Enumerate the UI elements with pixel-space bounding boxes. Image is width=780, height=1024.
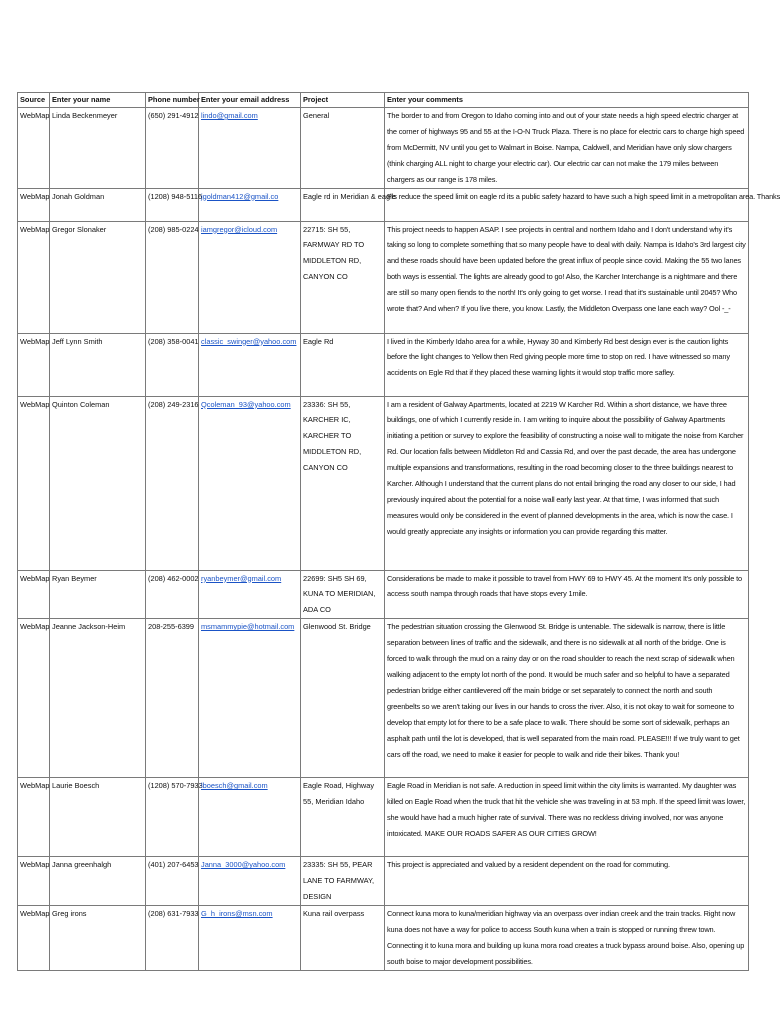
- table-row: [18, 857, 749, 906]
- cell-source: WebMap: [18, 396, 50, 570]
- table-row: [18, 570, 749, 619]
- email-link[interactable]: G_h_irons@msn.com: [201, 908, 273, 918]
- header-source: Source: [18, 93, 50, 108]
- email-link[interactable]: iamgregor@icloud.com: [201, 224, 278, 234]
- cell-name: Jeanne Jackson-Heim: [50, 619, 146, 778]
- cell-phone: (208) 249-2316: [146, 396, 199, 570]
- table-row: [18, 108, 749, 189]
- table-row: [18, 333, 749, 396]
- cell-email: [199, 396, 301, 570]
- table-row: [18, 905, 749, 970]
- email-link[interactable]: ryanbeymer@gmail.com: [201, 573, 282, 583]
- cell-name: Quinton Coleman: [50, 396, 146, 570]
- email-link[interactable]: Qcoleman_93@yahoo.com: [201, 399, 291, 409]
- cell-source: WebMap: [18, 857, 50, 906]
- cell-name: Greg irons: [50, 905, 146, 970]
- cell-project: Eagle Road, Highway 55, Meridian Idaho: [301, 778, 385, 857]
- cell-project: 23336: SH 55, KARCHER IC, KARCHER TO MIDDLETON RD, CANYON CO: [301, 396, 385, 570]
- email-link[interactable]: msmammypie@hotmail.com: [201, 622, 295, 632]
- header-row: [18, 93, 749, 108]
- cell-project: Eagle Rd: [301, 333, 385, 396]
- cell-project: 23335: SH 55, PEAR LANE TO FARMWAY, DESIGN: [301, 857, 385, 906]
- table-row: [18, 396, 749, 570]
- cell-phone: (208) 631-7933: [146, 905, 199, 970]
- cell-source: WebMap: [18, 188, 50, 221]
- header-name: Enter your name: [50, 93, 146, 108]
- cell-source: WebMap: [18, 570, 50, 619]
- cell-email: [199, 619, 301, 778]
- cell-name: Jeff Lynn Smith: [50, 333, 146, 396]
- table-row: [18, 221, 749, 333]
- cell-email: [199, 108, 301, 189]
- cell-phone: (208) 358-0041: [146, 333, 199, 396]
- cell-comments: Connect kuna mora to kuna/meridian highway via an overpass over indian creek and the train tracks. Right now kuna does not have a way for police to access South kuna when a train is stopped or running threw town. Connecting it to kuna mora and building up kuna mora road creates a truck bypass around boise. Also, opening up south boise to major development possibilities.: [385, 905, 749, 970]
- cell-project: General: [301, 108, 385, 189]
- cell-phone: (1208) 570-7933: [146, 778, 199, 857]
- table-row: [18, 778, 749, 857]
- header-email: Enter your email address: [199, 93, 301, 108]
- cell-comments: I lived in the Kimberly Idaho area for a while, Hyway 30 and Kimberly Rd best design ever is the caution lights before the light changes to Yellow then Red giving people more time to stop on red. I have witnessed so many accidents on Egle Rd that if they placed these warning lights it would stop traffic more safley.: [385, 333, 749, 396]
- cell-email: [199, 778, 301, 857]
- cell-comments: Considerations be made to make it possible to travel from HWY 69 to HWY 45. At the moment It's only possible to access south nampa through roads that have stops every 1mile.: [385, 570, 749, 619]
- email-link[interactable]: classic_swinger@yahoo.com: [201, 336, 297, 346]
- cell-source: WebMap: [18, 108, 50, 189]
- cell-project: Glenwood St. Bridge: [301, 619, 385, 778]
- email-link[interactable]: lboesch@gmail.com: [201, 781, 268, 791]
- header-project: Project: [301, 93, 385, 108]
- header-comments: Enter your comments: [385, 93, 749, 108]
- cell-name: Ryan Beymer: [50, 570, 146, 619]
- email-link[interactable]: lindo@gmail.com: [201, 111, 258, 120]
- cell-name: Laurie Boesch: [50, 778, 146, 857]
- header-phone: Phone number: [146, 93, 199, 108]
- cell-email: [199, 905, 301, 970]
- cell-phone: 208-255-6399: [146, 619, 199, 778]
- cell-comments: The border to and from Oregon to Idaho coming into and out of your state needs a high speed electric charger at the corner of highways 95 and 55 at the I-O-N Truck Plaza. There is no place for electric cars to charge high speed from McDermitt, NV until you get to Walmart in Boise. Nampa, Caldwell, and Meridian have only slow chargers (think charging ALL night to charge your electric car). Our electric car can not make the 179 miles between chargers as our range is 178 miles.: [385, 108, 749, 189]
- cell-email: [199, 857, 301, 906]
- cell-source: WebMap: [18, 778, 50, 857]
- cell-source: WebMap: [18, 905, 50, 970]
- cell-name: Janna greenhalgh: [50, 857, 146, 906]
- cell-phone: (650) 291-4912: [146, 108, 199, 189]
- table-row: [18, 619, 749, 778]
- cell-phone: (208) 462-0002: [146, 570, 199, 619]
- cell-comments: The pedestrian situation crossing the Glenwood St. Bridge is untenable. The sidewalk is narrow, there is little separation between lines of traffic and the sidewalk, and there is no sidewalk at all north of the bridge. One is forced to walk through the mud on a rainy day or on the road shoulder to reach the next scrap of sidewalk when walking adjacent to the empty lot north of the pond. It would be much safer and so helpful to have a separated pedestrian bridge either cantilevered off the main bridge or set separately to connect the north and south greenbelts so we aren't taking our lives in our hands to cross the river. Also, it is not okay to wait for someone to develop that empty lot for there to be a safe place to walk. There should be some sort of sidewalk, perhaps an asphalt path until the lot is developed, that is well separated from the main road. PLEASE!!! If we truly want to get cars off the road, we need to make it easier for people to walk and ride their bikes. Thank you!: [385, 619, 749, 778]
- cell-project: 22715: SH 55, FARMWAY RD TO MIDDLETON RD, CANYON CO: [301, 221, 385, 333]
- cell-phone: (1208) 948-5116: [146, 188, 199, 221]
- table-row: [18, 188, 749, 221]
- cell-source: WebMap: [18, 221, 50, 333]
- cell-email: [199, 188, 301, 221]
- cell-email: [199, 221, 301, 333]
- cell-name: Linda Beckenmeyer: [50, 108, 146, 189]
- cell-project: Eagle rd in Meridian & eagle: [301, 188, 385, 221]
- cell-comments: This project needs to happen ASAP. I see projects in central and northern Idaho and I don't understand why it's taking so long to complete something that so many people have to deal with daily. Nampa is Idaho's 3rd largest city and these roads should have been updated before the great influx of people since covid. Making the 55 two lanes both ways is essential. The lights are already good to go! Also, the Karcher Interchange is a nightmare and there are still so many open fiends to the north! It's only going to get worse. I read that it's sustainable until 2045? Who wrote that? And when? If you live there, you know. Lastly, the Middleton Overpass one lane each way? Ool -_-: [385, 221, 749, 333]
- cell-email: [199, 333, 301, 396]
- email-link[interactable]: Janna_3000@yahoo.com: [201, 860, 286, 870]
- cell-name: Gregor Slonaker: [50, 221, 146, 333]
- cell-comments: Eagle Road in Meridian is not safe. A reduction in speed limit within the city limits is warranted. My daughter was killed on Eagle Road when the truck that hit the vehicle she was traveling in at 53 mph. If the speed limit was lower, she would have had a much higher rate of survival. There was no reckless driving involved, nor was anyone intoxicated. MAKE OUR ROADS SAFER AS OUR CITIES GROW!: [385, 778, 749, 857]
- cell-source: WebMap: [18, 333, 50, 396]
- cell-comments: Pls reduce the speed limit on eagle rd its a public safety hazard to have such a high speed limit in a metropolitan area. Thanks: [385, 188, 749, 221]
- cell-comments: This project is appreciated and valued by a resident dependent on the road for commuting.: [385, 857, 749, 906]
- cell-source: WebMap: [18, 619, 50, 778]
- cell-email: [199, 570, 301, 619]
- cell-phone: (401) 207-6453: [146, 857, 199, 906]
- email-link[interactable]: jgoldman412@gmail.co: [201, 191, 279, 201]
- cell-project: Kuna rail overpass: [301, 905, 385, 970]
- cell-name: Jonah Goldman: [50, 188, 146, 221]
- cell-phone: (208) 985-0224: [146, 221, 199, 333]
- cell-project: 22699: SH5 SH 69, KUNA TO MERIDIAN, ADA CO: [301, 570, 385, 619]
- cell-comments: I am a resident of Galway Apartments, located at 2219 W Karcher Rd. Within a short distance, we have three buildings, one of which I currently reside in. I am writing to inquire about the possibility of Galway Apartments initiating a petition or survey to explore the feasibility of constructing a noise wall to mitigate the noise from Karcher Rd. Our location falls between Middleton Rd and Cassia Rd, and over the past decade, the area has undergone multiple expansions and transformations, resulting in the road becoming closer to the three buildings nearest to Karcher. Although I understand that the current plans do not entail bringing the road any closer to our side, I had previously inquired about the potential for a noise wall early last year. At that time, I was informed that such measures would only be considered in the event of planned developments in the area, which is now the case. I would greatly appreciate any insights or information you can provide regarding this matter.: [385, 396, 749, 570]
- comments-table: [17, 92, 780, 971]
